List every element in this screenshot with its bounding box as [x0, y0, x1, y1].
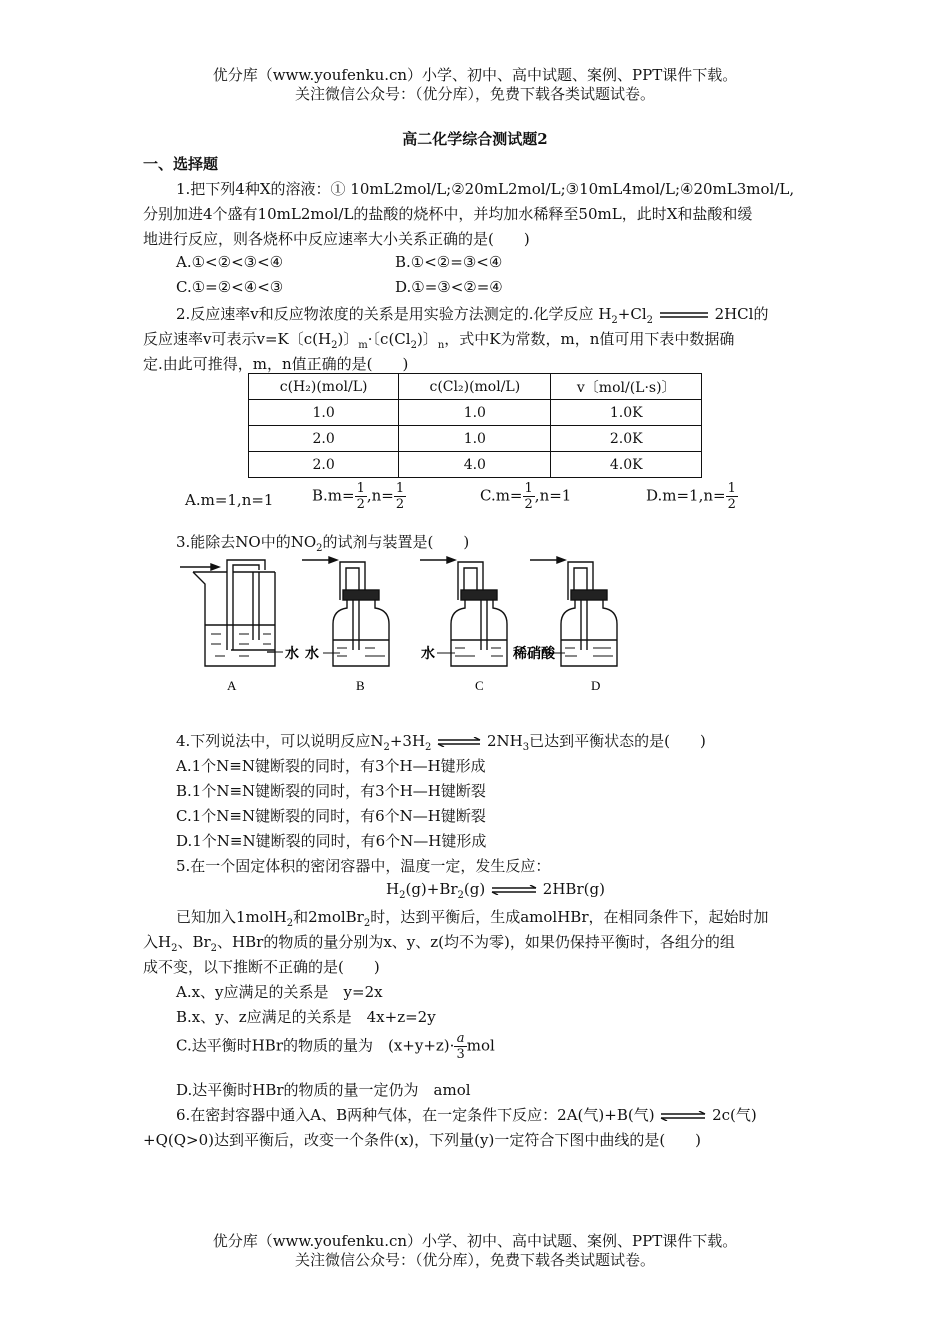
table-header-cell: c(H₂)(mol/L): [249, 374, 399, 400]
fraction-numerator: 1: [356, 481, 365, 496]
table-cell: 2.0K: [551, 426, 702, 452]
sub: 2: [316, 543, 323, 554]
q4-stem-a: 4.下列说法中，可以说明反应N: [176, 732, 384, 750]
q2-line2-e: ，式中K为常数，m，n值可用下表中数据确: [444, 330, 735, 348]
q2-line2-d: )〕: [416, 330, 438, 348]
q1-option-a: A.①<②<③<④: [176, 253, 284, 271]
q2-line-3: 定.由此可推得，m，n值正确的是( ): [143, 355, 409, 373]
q5-p2-c: 、HBr的物质的量分别为x、y、z(均不为零)，如果仍保持平衡时，各组分的组: [217, 933, 735, 951]
q1-line-1: 1.把下列4种X的溶液：① 10mL2mol/L;②20mL2mol/L;③10mL4mol/L;④20mL3mol/L,: [176, 180, 795, 198]
q2-optc-pre: C.m=: [480, 486, 523, 505]
fraction-denominator: 2: [356, 497, 365, 512]
q5-eq-d: 2HBr(g): [542, 880, 605, 898]
q2-line1-b: +Cl: [617, 305, 647, 323]
q5-optc-post: mol: [466, 1036, 495, 1055]
table-header-cell: c(Cl₂)(mol/L): [399, 374, 551, 400]
q4-option-b: B.1个N≡N键断裂的同时，有3个H—H键断裂: [176, 782, 486, 800]
sub: 2: [410, 340, 417, 351]
apparatus-figure: [175, 550, 675, 700]
page-footer: [0, 1232, 950, 1270]
table-cell: 1.0: [399, 426, 551, 452]
q1-option-c: C.①=②<④<③: [176, 278, 284, 296]
q5-option-a: A.x、y应满足的关系是 y=2x: [176, 983, 383, 1001]
table-row: [249, 452, 702, 478]
table-cell: 4.0: [399, 452, 551, 478]
q5-option-c: [176, 1031, 495, 1062]
header-line-2: 关注微信公众号：（优分库），免费下载各类试题试卷。: [294, 85, 655, 103]
table-cell: 2.0: [249, 452, 399, 478]
q5-p1-c: 时，达到平衡后，生成amolHBr，在相同条件下，起始时加: [370, 908, 769, 926]
q2-option-b: [312, 481, 406, 512]
q5-optc-pre: C.达平衡时HBr的物质的量为 (x+y+z)·: [176, 1036, 455, 1055]
q2-optb-mid: ,n=: [366, 486, 394, 505]
q5-equation: [386, 880, 605, 901]
water-dashes-c: [455, 648, 503, 656]
q2-optd-pre: D.m=1,n=: [646, 486, 726, 505]
fraction-denominator: 3: [456, 1047, 465, 1062]
sub: 2: [611, 315, 618, 326]
fraction-denominator: 2: [524, 497, 533, 512]
q2-line2-c: ·〔c(Cl: [367, 330, 411, 348]
header-line-1: 优分库（www.youfenku.cn）小学、初中、高中试题、案例、PPT课件下载。: [212, 66, 738, 84]
sub: 3: [522, 742, 530, 753]
table-cell: 1.0K: [551, 400, 702, 426]
fraction-numerator: a: [454, 1031, 466, 1047]
fraction-denominator: 2: [727, 497, 736, 512]
q2-optc-post: ,n=1: [534, 486, 572, 505]
q2-line2-a: 反应速率v可表示v=K〔c(H: [143, 330, 332, 348]
table-cell: 1.0: [399, 400, 551, 426]
q4-stem-d: 已达到平衡状态的是( ): [529, 732, 706, 750]
equilibrium-arrow-icon: [659, 1111, 707, 1121]
sub: m: [358, 340, 368, 351]
fraction-numerator: 1: [395, 481, 405, 496]
q2-line2-b: )〕: [337, 330, 359, 348]
q5-p2-a: 入H: [143, 933, 172, 951]
q1-line-3: 地进行反应，则各烧杯中反应速率大小关系正确的是( ): [143, 230, 530, 248]
q5-para-line-1: [176, 906, 769, 929]
q4-option-d: D.1个N≡N键断裂的同时，有6个N—H键形成: [176, 832, 487, 850]
q5-para-line-3: 成不变，以下推断不正确的是( ): [143, 958, 380, 976]
sub: 2: [363, 918, 371, 929]
q2-line1-c: 2HCl的: [714, 305, 769, 323]
q5-p1-b: 和2molBr: [293, 908, 364, 926]
q5-stem: 5.在一个固定体积的密闭容器中，温度一定，发生反应：: [176, 857, 551, 875]
label-water-b: 水: [305, 647, 319, 662]
table-header-row: [249, 374, 702, 400]
acid-dashes-d: [565, 648, 613, 656]
sub: 2: [286, 918, 294, 929]
q5-eq-b: (g)+Br: [405, 880, 458, 898]
fraction: [394, 481, 406, 512]
table-cell: 2.0: [249, 426, 399, 452]
page-header: [0, 66, 950, 104]
label-b: B: [356, 678, 365, 693]
sub: 2: [399, 890, 406, 901]
q6-line1-b: 2c(气): [712, 1106, 757, 1124]
q1-line-2: 分别加进4个盛有10mL2mol/L的盐酸的烧杯中，并均加水稀释至50mL，此时X和盐酸和缓: [143, 205, 753, 223]
q2-option-d: [646, 481, 738, 512]
q2-line1-a: 2.反应速率v和反应物浓度的关系是用实验方法测定的.化学反应 H: [176, 305, 612, 323]
fraction: [355, 481, 367, 512]
q5-eq-c: (g): [463, 880, 486, 898]
q4-option-a: A.1个N≡N键断裂的同时，有3个H—H键形成: [176, 757, 486, 775]
label-c: C: [475, 678, 484, 693]
footer-line-2: 关注微信公众号：（优分库），免费下载各类试题试卷。: [294, 1251, 655, 1269]
table-cell: 1.0: [249, 400, 399, 426]
q6-line1-a: 6.在密封容器中通入A、B两种气体，在一定条件下反应：2A(气)+B(气): [176, 1106, 655, 1124]
q5-option-d: D.达平衡时HBr的物质的量一定仍为 amol: [176, 1081, 471, 1099]
q2-option-a: A.m=1,n=1: [185, 491, 274, 509]
q4-stem-c: 2NH: [486, 732, 523, 750]
page-title: 高二化学综合测试题2: [402, 130, 548, 148]
fraction: [454, 1031, 466, 1062]
q5-p2-b: 、Br: [177, 933, 211, 951]
table-header-cell: v〔mol/(L·s)〕: [551, 374, 702, 400]
label-water-a: 水: [285, 647, 299, 662]
table-cell: 4.0K: [551, 452, 702, 478]
q5-para-line-2: [143, 931, 735, 954]
table-row: [249, 400, 702, 426]
q4-stem: [176, 730, 706, 753]
water-dashes-a: [211, 634, 271, 656]
q3-stem-a: 3.能除去NO中的NO: [176, 533, 317, 551]
rate-data-table: [248, 373, 702, 478]
q5-option-b: B.x、y、z应满足的关系是 4x+z=2y: [176, 1008, 436, 1026]
q5-eq-a: H: [386, 880, 400, 898]
fraction: [523, 481, 535, 512]
q5-p1-a: 已知加入1molH: [176, 908, 287, 926]
reaction-equals-icon: [658, 310, 710, 320]
label-water-c: 水: [421, 647, 435, 662]
sub: n: [437, 340, 445, 351]
q1-option-d: D.①=③<②=④: [395, 278, 503, 296]
q4-stem-b: +3H: [389, 732, 426, 750]
fraction-numerator: 1: [727, 481, 736, 496]
q2-optb-pre: B.m=: [312, 486, 355, 505]
label-d: D: [591, 678, 601, 693]
equilibrium-arrow-icon: [490, 885, 538, 895]
sub: 2: [425, 742, 432, 753]
equilibrium-arrow-icon: [436, 737, 482, 747]
q4-option-c: C.1个N≡N键断裂的同时，有6个N—H键断裂: [176, 807, 486, 825]
q2-line-2: [143, 328, 734, 351]
q1-option-b: B.①<②=③<④: [395, 253, 503, 271]
fraction: [726, 481, 738, 512]
sub: 2: [331, 340, 338, 351]
sub: 2: [171, 943, 178, 954]
label-dilute-nitric-acid: 稀硝酸: [513, 647, 555, 662]
fraction-numerator: 1: [524, 481, 533, 496]
q6-line-1: [176, 1104, 757, 1125]
q2-option-c: [480, 481, 571, 512]
q2-line-1: [176, 303, 768, 326]
label-a: A: [227, 678, 237, 693]
footer-line-1: 优分库（www.youfenku.cn）小学、初中、高中试题、案例、PPT课件下载。: [212, 1232, 738, 1250]
q3-stem-b: 的试剂与装置是( ): [322, 533, 470, 551]
sub: 2: [210, 943, 218, 954]
q6-line-2: +Q(Q>0)达到平衡后，改变一个条件(x)，下列量(y)一定符合下图中曲线的是( ): [143, 1131, 702, 1149]
section-heading: 一、选择题: [143, 155, 219, 173]
sub: 2: [383, 742, 390, 753]
sub: 2: [646, 315, 653, 326]
fraction-denominator: 2: [395, 497, 405, 512]
table-row: [249, 426, 702, 452]
sub: 2: [457, 890, 464, 901]
water-dashes-b: [337, 648, 385, 656]
